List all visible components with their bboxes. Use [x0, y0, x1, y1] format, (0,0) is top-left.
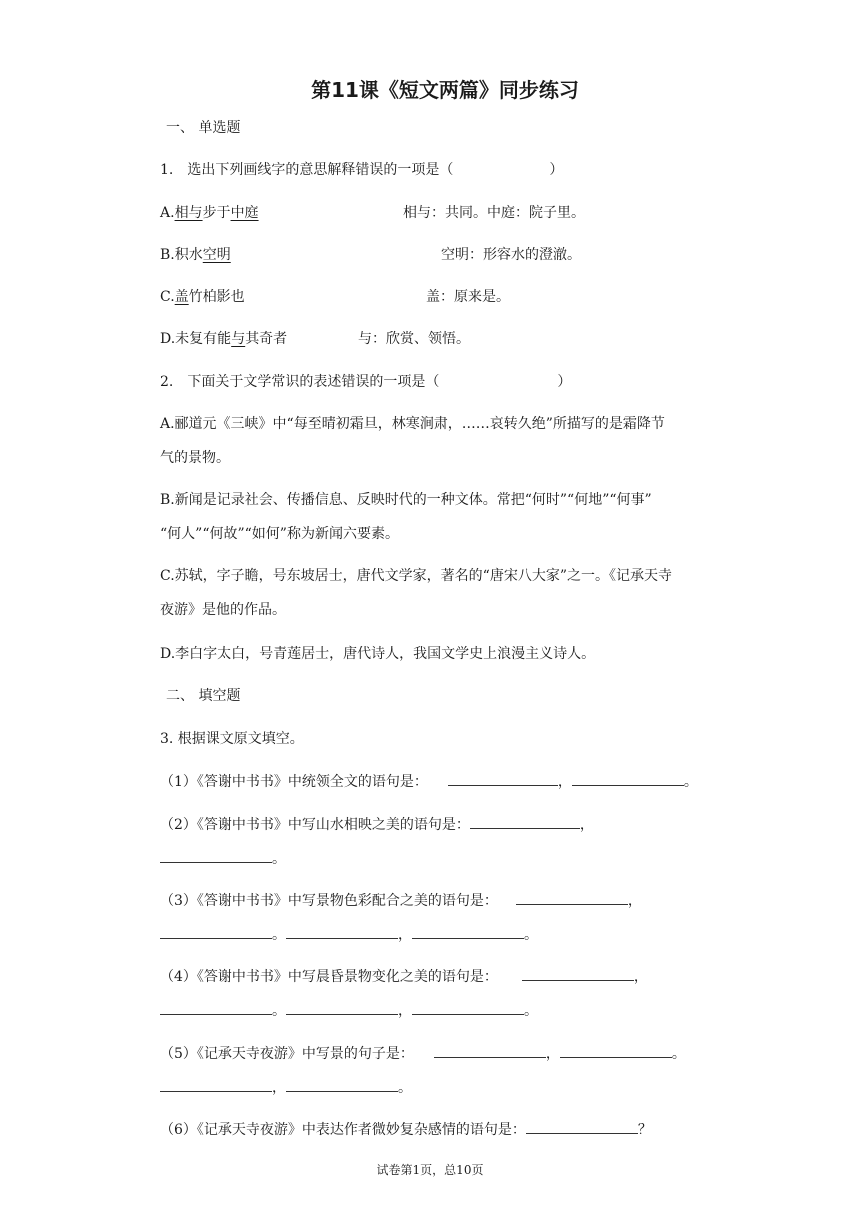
question-3-stem: 3. 根据课文原文填空。	[160, 731, 304, 747]
subquestion-3-line-2	[160, 924, 538, 945]
page-title: 第11课《短文两篇》同步练习	[311, 78, 579, 102]
option-2b-line-1: B.新闻是记录社会、传播信息、反映时代的一种文体。常把“何时”“何地”“何事”	[160, 492, 652, 508]
option-2b-line-2: “何人”“何故”“如何”称为新闻六要素。	[160, 526, 399, 542]
punctuation: 。	[524, 927, 538, 943]
fill-blank[interactable]	[160, 848, 272, 863]
option-1b	[160, 245, 231, 265]
punctuation: 。	[683, 774, 698, 790]
fill-blank[interactable]	[470, 814, 580, 829]
punctuation: ，	[272, 1080, 286, 1096]
option-text: B.积水	[160, 247, 203, 263]
punctuation: 。	[272, 851, 286, 867]
underlined-word: 相与	[174, 205, 203, 221]
underlined-word: 空明	[202, 247, 231, 263]
fill-blank[interactable]	[160, 924, 272, 939]
question-2-close: ）	[557, 374, 572, 390]
option-1d	[160, 329, 287, 349]
option-1d-explanation: 与：欣赏、领悟。	[358, 331, 470, 347]
option-text: 其奇者	[245, 331, 288, 347]
subquestion-2-line-1	[160, 814, 594, 835]
subquestion-text: （5）《记承天寺夜游》中写景的句子是：	[160, 1046, 414, 1062]
subquestion-2-line-2	[160, 848, 286, 869]
fill-blank[interactable]	[516, 890, 628, 905]
option-2a-line-1: A.郦道元《三峡》中“每至晴初霜旦，林寒涧肃，……哀转久绝”所描写的是霜降节	[160, 416, 665, 432]
fill-blank[interactable]	[526, 1119, 638, 1134]
punctuation: ，	[557, 774, 572, 790]
punctuation: ，	[579, 817, 594, 833]
option-text: D.未复有能	[160, 331, 232, 347]
punctuation: ，	[398, 1003, 412, 1019]
fill-blank[interactable]	[572, 771, 684, 786]
fill-blank[interactable]	[560, 1043, 672, 1058]
punctuation: ，	[627, 893, 642, 909]
subquestion-4-line-2	[160, 1000, 538, 1021]
fill-blank[interactable]	[412, 924, 524, 939]
punctuation: ，	[545, 1046, 560, 1062]
punctuation: 。	[671, 1046, 686, 1062]
subquestion-6	[160, 1119, 652, 1140]
question-1-close: ）	[549, 162, 564, 178]
option-label: A.	[160, 205, 175, 221]
fill-blank[interactable]	[448, 771, 558, 786]
subquestion-text: （3）《答谢中书书》中写景物色彩配合之美的语句是：	[160, 893, 498, 909]
punctuation: 。	[398, 1080, 412, 1096]
subquestion-text: （4）《答谢中书书》中写晨昏景物变化之美的语句是：	[160, 969, 498, 985]
option-2d: D.李白字太白，号青莲居士，唐代诗人，我国文学史上浪漫主义诗人。	[160, 646, 596, 662]
question-1-text: 1. 选出下列画线字的意思解释错误的一项是（	[160, 162, 454, 178]
option-1c-explanation: 盖：原来是。	[426, 289, 510, 305]
punctuation: ，	[633, 969, 648, 985]
subquestion-5-line-1	[160, 1043, 686, 1064]
subquestion-text: （6）《记承天寺夜游》中表达作者微妙复杂感情的语句是：	[160, 1122, 526, 1138]
option-2a-line-2: 气的景物。	[160, 450, 230, 466]
subquestion-1	[160, 771, 698, 792]
fill-blank[interactable]	[412, 1000, 524, 1015]
fill-blank[interactable]	[286, 924, 398, 939]
subquestion-text: （2）《答谢中书书》中写山水相映之美的语句是：	[160, 817, 470, 833]
page-footer: 试卷第1页，总10页	[376, 1163, 484, 1177]
fill-blank[interactable]	[286, 1077, 398, 1092]
subquestion-text: （1）《答谢中书书》中统领全文的语句是：	[160, 774, 428, 790]
underlined-word: 盖	[174, 289, 189, 305]
punctuation: 。	[524, 1003, 538, 1019]
option-1c	[160, 287, 245, 307]
question-1-stem	[160, 160, 563, 180]
subquestion-5-line-2	[160, 1077, 412, 1098]
fill-blank[interactable]	[160, 1077, 272, 1092]
subquestion-3-line-1	[160, 890, 642, 911]
section-heading-single-choice: 一、 单选题	[166, 120, 241, 136]
option-1b-explanation: 空明：形容水的澄澈。	[441, 247, 581, 263]
punctuation: 。	[272, 1003, 286, 1019]
option-2c-line-2: 夜游》是他的作品。	[160, 602, 286, 618]
question-2-stem	[160, 372, 571, 392]
subquestion-4-line-1	[160, 966, 648, 987]
underlined-word: 中庭	[230, 205, 259, 221]
fill-blank[interactable]	[286, 1000, 398, 1015]
fill-blank[interactable]	[434, 1043, 546, 1058]
punctuation: ？	[637, 1122, 652, 1138]
fill-blank[interactable]	[160, 1000, 272, 1015]
question-2-text: 2. 下面关于文学常识的表述错误的一项是（	[160, 374, 440, 390]
section-heading-fill-in: 二、 填空题	[166, 688, 241, 704]
option-label: C.	[160, 289, 175, 305]
underlined-word: 与	[231, 331, 246, 347]
option-text: 竹柏影也	[188, 289, 245, 305]
option-text: 步于	[202, 205, 231, 221]
punctuation: ，	[398, 927, 412, 943]
punctuation: 。	[272, 927, 286, 943]
option-2c-line-1: C.苏轼，字子瞻，号东坡居士，唐代文学家，著名的“唐宋八大家”之一。《记承天寺	[160, 568, 672, 584]
option-1a-explanation: 相与：共同。中庭：院子里。	[403, 205, 585, 221]
option-1a	[160, 203, 259, 223]
fill-blank[interactable]	[522, 966, 634, 981]
